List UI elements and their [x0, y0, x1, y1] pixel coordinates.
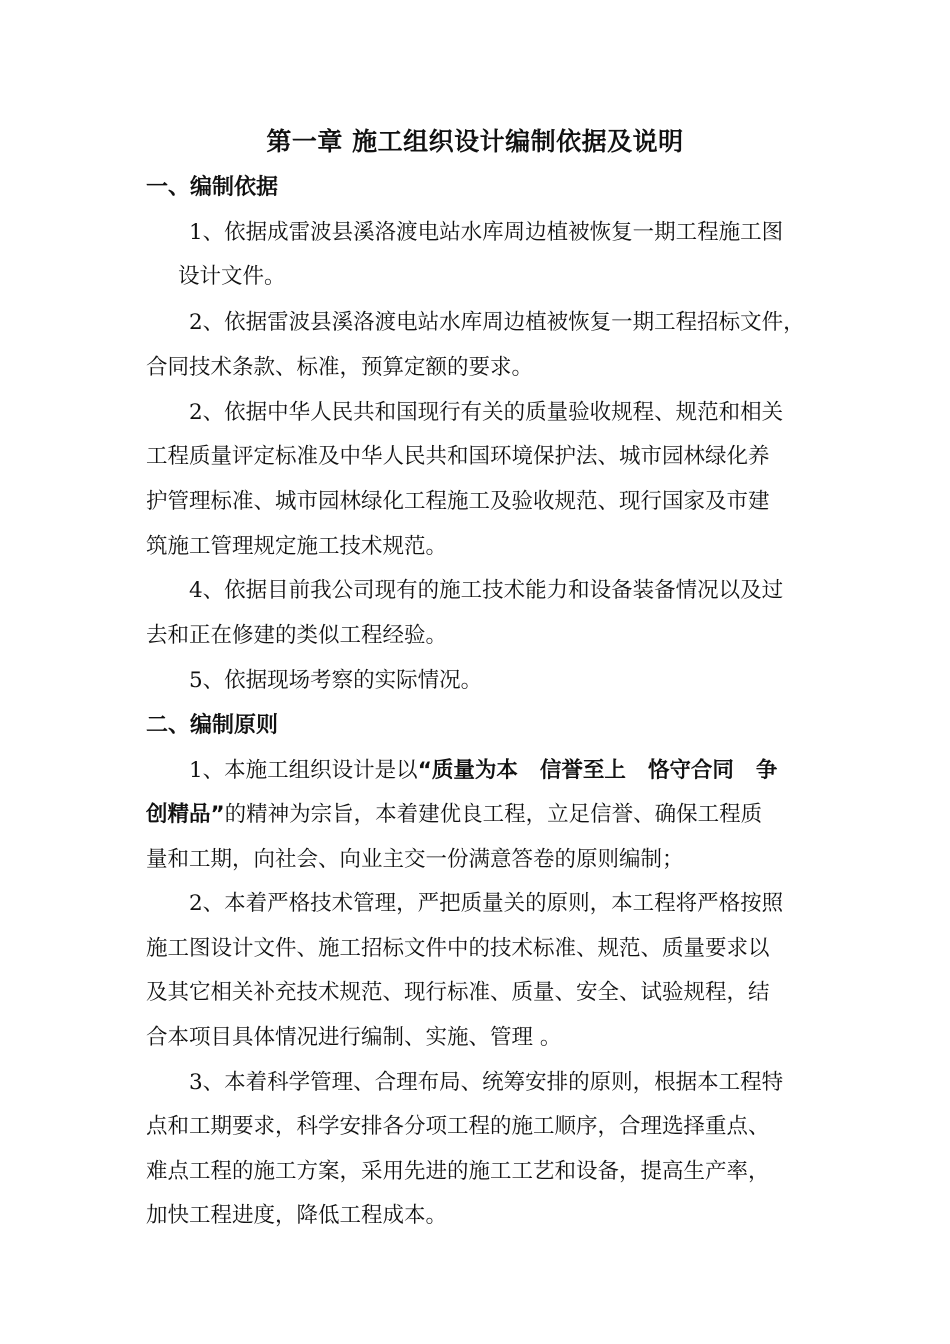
principle-item-2-line-4: 合本项目具体情况进行编制、实施、管理 。: [146, 1025, 562, 1050]
basis-item-2-line-1: 2、依据雷波县溪洛渡电站水库周边植被恢复一期工程招标文件，: [189, 310, 805, 335]
basis-item-3-line-1: 2、依据中华人民共和国现行有关的质量验收规程、规范和相关: [189, 400, 784, 425]
principle-item-1-line-2: [146, 800, 762, 830]
section-heading-principles: 二、编制原则: [146, 712, 279, 738]
basis-item-4-line-2: 去和正在修建的类似工程经验。: [146, 623, 448, 648]
principle-item-1-prefix: 1、本施工组织设计是以: [189, 758, 418, 783]
principle-item-1-line-3: 量和工期，向社会、向业主交一份满意答卷的原则编制；: [146, 847, 684, 872]
principle-item-3-line-1: 3、本着科学管理、合理布局、统筹安排的原则，根据本工程特: [189, 1070, 784, 1095]
principle-item-1-line-1: [189, 756, 777, 786]
principle-item-1-line-2-text: 的精神为宗旨，本着建优良工程，立足信誉、确保工程质: [224, 802, 763, 827]
basis-item-3-line-3: 护管理标准、城市园林绿化工程施工及验收规范、现行国家及市建: [146, 489, 770, 514]
chapter-title: 第一章 施工组织设计编制依据及说明: [266, 127, 684, 156]
basis-item-2-line-2: 合同技术条款、标准，预算定额的要求。: [146, 355, 534, 380]
slogan-part-5: 创精品”: [146, 802, 225, 827]
basis-item-1-line-2: 设计文件。: [178, 264, 286, 289]
basis-item-1-line-1: 1、依据成雷波县溪洛渡电站水库周边植被恢复一期工程施工图: [189, 220, 784, 245]
basis-item-5-line-1: 5、依据现场考察的实际情况。: [189, 668, 483, 693]
principle-item-2-line-2: 施工图设计文件、施工招标文件中的技术标准、规范、质量要求以: [146, 936, 770, 961]
principle-item-2-line-1: 2、本着严格技术管理，严把质量关的原则，本工程将严格按照: [189, 891, 784, 916]
slogan-part-3: 恪守合同: [647, 758, 734, 783]
section-heading-basis: 一、编制依据: [146, 175, 279, 200]
basis-item-4-line-1: 4、依据目前我公司现有的施工技术能力和设备装备情况以及过: [189, 578, 784, 603]
slogan-part-4: 争: [755, 758, 778, 783]
principle-item-2-line-3: 及其它相关补充技术规范、现行标准、质量、安全、试验规程，结: [146, 980, 770, 1005]
basis-item-3-line-2: 工程质量评定标准及中华人民共和国环境保护法、城市园林绿化养: [146, 444, 770, 469]
basis-item-3-line-4: 筑施工管理规定施工技术规范。: [146, 534, 448, 559]
principle-item-3-line-3: 难点工程的施工方案，采用先进的施工工艺和设备，提高生产率，: [146, 1159, 770, 1184]
slogan-part-2: 信誉至上: [539, 758, 626, 783]
slogan-part-1: “质量为本: [417, 758, 518, 783]
principle-item-3-line-2: 点和工期要求，科学安排各分项工程的施工顺序，合理选择重点、: [146, 1114, 770, 1139]
principle-item-3-line-4: 加快工程进度，降低工程成本。: [146, 1203, 448, 1228]
